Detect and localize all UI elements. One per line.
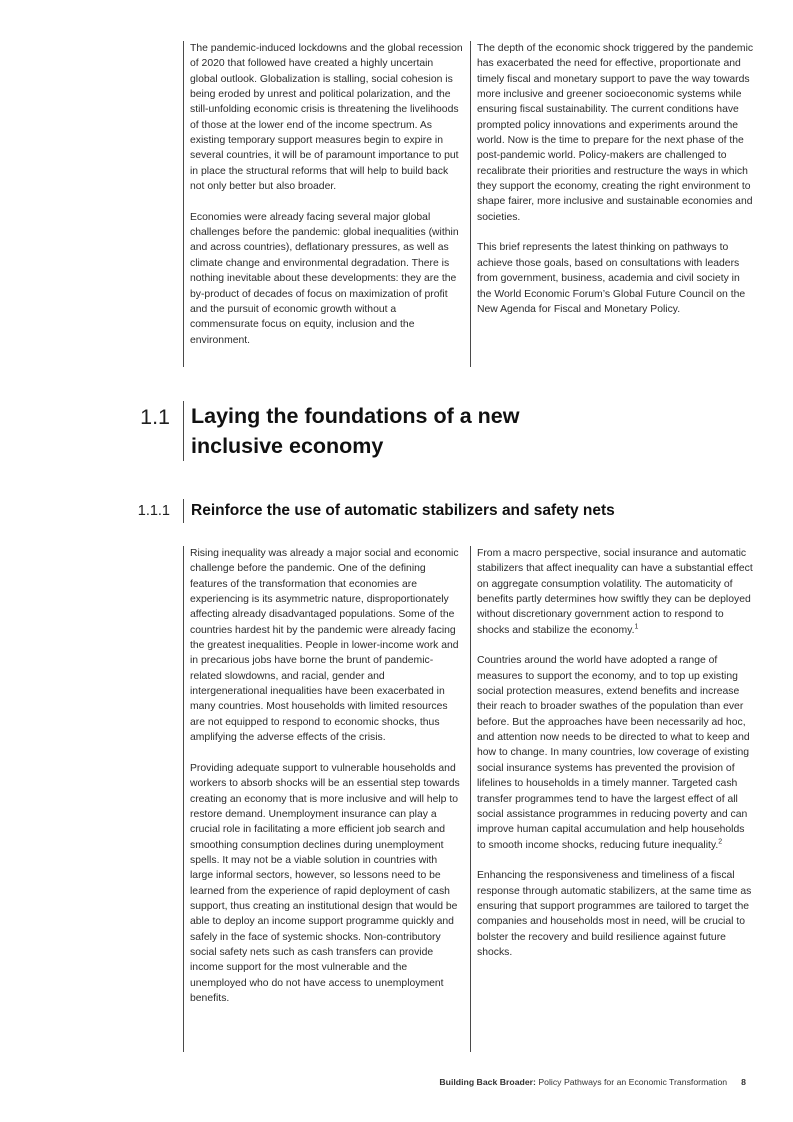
footer-report-title: Building Back Broader:: [439, 1077, 536, 1087]
intro-right-column: [470, 41, 755, 367]
intro-paragraph: This brief represents the latest thinking on pathways to achieve those goals, based on consultations with leaders from government, business, academia and civil society in the World Economic Forum’s Global Future Council on the New Agenda for Fiscal and Monetary Policy.: [477, 242, 746, 315]
intro-paragraph: The pandemic-induced lockdowns and the global recession of 2020 that followed have created a highly uncertain global outlook. Globalization is stalling, social cohesion is being eroded by unrest and political polarization, and the still-unfolding economic crisis is threatening the livelihoods of those at the lower end of the income spectrum. As existing temporary support measures begin to expire in several countries, it will be of paramount importance to put in place the structural reforms that will help to build back not only better but also broader.: [190, 43, 463, 193]
subsection-title: Reinforce the use of automatic stabilizers and safety nets: [183, 499, 731, 523]
body-paragraph: Providing adequate support to vulnerable households and workers to absorb shocks will be an essential step towards creating an economy that is more inclusive and will help to restore demand. Unemployment insurance can play a crucial role in facilitating a more efficient job search and smoothing consumption declines during unemployment spells. It may not be a viable solution in countries with large informal sectors, however, so lessons need to be learned from the experience of rapid deployment of cash support, thus creating an institutional design that would be able to deploy an income support programme quickly and safely in the face of systemic shocks. Non-contributory social safety nets such as cash transfers can provide income support for the most vulnerable and the unemployed who do not have access to unemployment benefits.: [190, 762, 460, 1004]
footnote-ref[interactable]: 1: [634, 623, 639, 631]
paragraph-text: Countries around the world have adopted a range of measures to support the economy, and to top up existing social protection measures, extend benefits and increase their reach to broader swathes of the population than ever before. But the approaches have been necessarily ad hoc, and attention now needs to be directed to what to keep and how to change. In many countries, low coverage of existing social insurance systems has prevented the provision of lifelines to households in a timely manner. Targeted cash transfer programmes tend to have the largest effect of all social assistance programmes in reducing poverty and can improve human capital accumulation and help households to smooth income shocks, reducing future inequality.: [477, 655, 750, 851]
footnote-ref[interactable]: 2: [718, 838, 723, 846]
subsection-number: 1.1.1: [137, 503, 170, 519]
section-title: Laying the foundations of a new inclusive economy: [183, 401, 611, 461]
footer-report-subtitle: Policy Pathways for an Economic Transformation: [535, 1077, 728, 1087]
body-paragraph: [477, 546, 755, 638]
intro-paragraph: Economies were already facing several major global challenges before the pandemic: global inequalities (within and across countries), deflationary pressures, as well as climate change and environmental degradation. There is nothing inevitable about these developments: they are the by-product of decades of focus on maximization of profit and the pursuit of economic growth without a commensurate focus on equity, inclusion and the environment.: [190, 211, 459, 346]
body-paragraph: Enhancing the responsiveness and timeliness of a fiscal response through automatic stabilizers, at the same time as ensuring that support programmes are tailored to target the companies and households most in need, will be crucial to bolster the recovery and build resilience against future shocks.: [477, 870, 752, 958]
intro-left-column: [183, 41, 463, 367]
body-right-column: [470, 546, 755, 1052]
body-left-column: [183, 546, 463, 1052]
page-footer: [439, 1077, 746, 1087]
section-number: 1.1: [140, 405, 170, 429]
body-paragraph: Rising inequality was already a major social and economic challenge before the pandemic. One of the defining features of the transformation that economies are experiencing is its asymmetric nature, disproportionately affecting already disadvantaged populations. Some of the countries hardest hit by the pandemic were already facing the greatest inequalities. People in lower-income work and in precarious jobs have borne the brunt of pandemic-related slowdowns, and racial, gender and intergenerational inequalities have been exacerbated in many countries. Most households with limited resources are not equipped to respond to economic shocks, thus amplifying the adverse effects of the crisis.: [190, 548, 459, 744]
body-paragraph: [477, 653, 755, 852]
intro-paragraph: The depth of the economic shock triggered by the pandemic has exacerbated the need for effective, proportionate and timely fiscal and monetary support to pave the way towards more inclusive and greener socioeconomic systems while ensuring fiscal sustainability. The current conditions have prompted policy innovations and experiments around the world. Now is the time to prepare for the next phase of the post-pandemic world. Policy-makers are challenged to recalibrate their priorities and restructure the ways in which they support the economy, creating the right environment to shape fairer, more inclusive and sustainable economies and societies.: [477, 43, 754, 223]
page-number: 8: [741, 1077, 746, 1087]
paragraph-text: From a macro perspective, social insurance and automatic stabilizers that affect inequality can have a substantial effect on aggregate consumption volatility. The automaticity of benefits partly determines how swiftly they can be deployed without discretionary government action to respond to shocks and stabilize the economy.: [477, 548, 753, 636]
